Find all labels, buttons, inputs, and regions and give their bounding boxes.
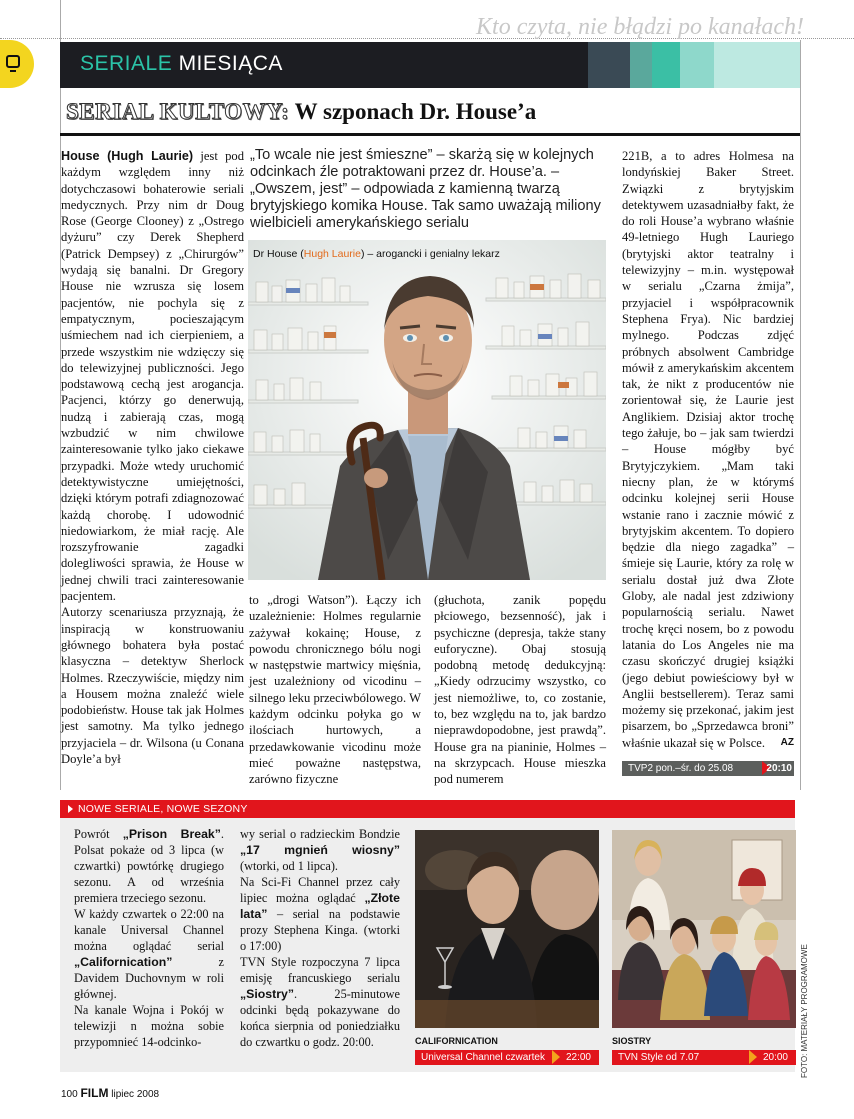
news-text: (wtorki, od 1 lipca). xyxy=(240,859,339,873)
news-column-2 xyxy=(240,826,400,1050)
color-strip-4 xyxy=(680,42,714,88)
series-title: „Prison Break” xyxy=(122,827,221,841)
headline xyxy=(66,99,536,125)
caption-pre: Dr House ( xyxy=(253,248,304,260)
series-title: „Californication” xyxy=(74,955,173,969)
page-number: 100 xyxy=(61,1089,78,1100)
magazine-name: FILM xyxy=(80,1086,109,1100)
siostry-time: 20:00 xyxy=(762,1052,788,1063)
siostry-channel: TVN Style od 7.07 xyxy=(618,1052,700,1063)
caption-post: ) – arogancki i genialny lekarz xyxy=(360,248,500,260)
article-col1-para1: jest pod każdym względem inny niż dotychczasowi bohaterowie seriali medycznych. Przy nim dr Doug Rose (George Clooney) z „Ostrego dyżuru” czy Derek Shepherd (Patrick Dempsey) z „Chirurgów” wydają się banalni. Dr Gregory House nie wzrusza się losem pacjentów, nie pochyla się z empatycznym, pocieszającym uśmiechem nad ich cierpieniem, a przede wszystkim nie wdzięczy się do telewizyjnej publiczności. Jego podstawową cechą jest arogancja. Pacjenci, którzy go denerwują, nudzą i zabierają czas, mogą wzbudzić w nim chwilowe zainteresowanie tylko jako ciekawe przypadki. Może wtedy uruchomić detektywistyczne umiejętności, dzięki którym potrafi zdiagnozować każdą chorobę. I udowodnić niedowiarkom, że miał rację. Ale rozszyfrowanie zagadki dolegliwości sprawia, że House w jednej chwili traci zainteresowanie pacjentem. xyxy=(61,149,244,604)
siostry-photo xyxy=(612,830,796,1028)
broadcast-info xyxy=(622,761,794,776)
header-tagline: Kto czyta, nie błądzi po kanałach! xyxy=(476,14,804,40)
californication-channel: Universal Channel czwartek xyxy=(421,1052,545,1063)
color-strip-2 xyxy=(630,42,652,88)
article-lead: House (Hugh Laurie) xyxy=(61,149,194,163)
news-text: . 25-minutowe odcinki będą pokazywane do końca sierpnia od poniedziałku do czwartku o godz. 20:00. xyxy=(240,987,400,1049)
headline-kicker: SERIAL KULTOWY: xyxy=(66,99,290,124)
californication-slot xyxy=(415,1050,599,1065)
news-text: Na kanale Wojna i Pokój w telewizji n można sobie przypomnieć 14-odcinko- xyxy=(74,1003,224,1049)
news-text: – serial na podstawie prozy Stephena Kinga. (wtorki o 17:00) xyxy=(240,907,400,953)
page-footer xyxy=(61,1086,159,1100)
article-column-3: to „drogi Watson”). Łączy ich uzależnienie: Holmes regularnie zażywał kokainę; House, z powodu chronicznego bólu nogi w następstwie martwicy mięśnia, jest uzależniony od vicodinu – silnego leku przeciwbólowego. W każdym odcinku połyka go w ilościach hurtowych, a przedawkowanie vicodinu może mieć poważne następstwa, zarówno fizyczne xyxy=(249,593,421,787)
tv-icon xyxy=(6,55,20,68)
issue-date: lipiec 2008 xyxy=(111,1089,160,1100)
series-title: „17 mgnień wiosny” xyxy=(240,843,400,857)
news-box-title: NOWE SERIALE, NOWE SEZONY xyxy=(78,803,248,815)
house-photo xyxy=(248,240,606,580)
color-strip-1 xyxy=(588,42,630,88)
news-text: Powrót xyxy=(74,827,123,841)
news-text: . Polsat pokaże od 3 lipca (w czwartki) powtórkę drugiego sezonu. A od września premiera trzeciego sezonu. xyxy=(74,827,224,905)
news-text: wy serial o radzieckim Bondzie xyxy=(240,827,400,841)
color-strip-3 xyxy=(652,42,680,88)
news-text: Na Sci-Fi Channel przez cały lipiec można oglądać xyxy=(240,875,400,905)
headline-title: W szponach Dr. House’a xyxy=(294,99,537,124)
siostry-slot xyxy=(612,1050,796,1065)
caption-highlight: Hugh Laurie xyxy=(303,248,361,260)
section-title xyxy=(80,52,283,76)
article-column-4: (głuchota, zanik popędu płciowego, bezsenność), jak i psychiczne (depresja, także stany euforyczne). Obaj stosują podobną metodę dedukcyjną: „Kiedy odrzucimy wszystko, co jest niemożliwe, to, co zostanie, to, bez względu na to, jak bardzo nieprawdopodobne, jest prawdą”. House gra na pianinie, Holmes – na skrzypcach. House mieszka pod numerem xyxy=(434,593,606,787)
headline-block xyxy=(60,96,800,136)
house-photo-illustration xyxy=(248,240,606,580)
photo-caption xyxy=(253,248,500,261)
section-title-word2: MIESIĄCA xyxy=(178,52,283,75)
broadcast-time: 20:10 xyxy=(766,763,792,774)
color-strip-5 xyxy=(714,42,800,88)
news-text: W każdy czwartek o 22:00 na kanale Universal Channel można oglądać serial xyxy=(74,907,224,953)
californication-time: 22:00 xyxy=(565,1052,591,1063)
californication-illustration xyxy=(415,830,599,1028)
section-title-word1: SERIALE xyxy=(80,52,173,75)
article-column-1 xyxy=(61,148,244,767)
author-initials: AZ xyxy=(780,736,794,748)
article-col1-para2: Autorzy scenariusza przyznają, że inspiracją w konstruowaniu głównego bohatera była postać klasyczna – detektyw Sherlock Holmes. Rzeczywiście, między nim a Housem można znaleźć wiele podobieństw. House tak jak Holmes jest samotny. Ma tylko jednego przyjaciela – dr. Wilsona (u Conana Doyle’a był xyxy=(61,605,244,766)
right-column-rule xyxy=(800,40,801,790)
news-column-1 xyxy=(74,826,224,1050)
triangle-right-icon xyxy=(68,805,73,813)
news-text: z Davidem Duchovnym w roli głównej. xyxy=(74,955,224,1001)
section-header-bar xyxy=(60,42,800,88)
californication-photo xyxy=(415,830,599,1028)
article-col5-text: 221B, a to adres Holmesa na londyńskiej Baker Street. Związki z brytyjskim detektywem uzasadniałby fakt, że do roli House’a wybrano właśnie 49-letniego Hugh Lauriego (brytyjski aktor teatralny i telewizyjny – m.in. występował w serialu „Czarna żmija”, przyjaciel i współpracownik Stephena Frya). Nic bardziej mylnego. Podczas zdjęć próbnych absolwent Cambridge mówił z amerykańskim akcentem tak, że nikt z producentów nie zorientował się, że Laurie jest Anglikiem. Dzisiaj aktor trochę tego żałuje, bo – jak sam twierdzi – House mógłby być Brytyjczykiem. „Mam taki niecny plan, że w którymś odcinku kolejnej serii House wstanie rano i zacznie mówić z brytyjskim akcentem. To dopiero będzie dla niego zagadka” – śmieje się Laurie, który za rolę w serialu dostał już dwa Złote Globy, ale nadal jest zdziwiony popularnością serialu. Nawet trochę kręci nosem, bo z powodu latania do Los Angeles nie ma czasu skończyć drugiej książki (jego debiut powieściowy był w Anglii bestsellerem). Teraz sami możemy się przekonać, jakim jest pisarzem, bo „Sprzedawca broni” właśnie ukazał się w Polsce. xyxy=(622,149,794,750)
news-box-header xyxy=(60,800,795,818)
californication-title: CALIFORNICATION xyxy=(415,1036,498,1046)
siostry-illustration xyxy=(612,830,796,1028)
series-title: „Złote lata” xyxy=(240,891,400,921)
series-title: „Siostry” xyxy=(240,987,294,1001)
article-column-5 xyxy=(622,148,794,751)
photo-credit: FOTO: MATERIAŁY PROGRAMOWE xyxy=(800,944,809,1078)
pull-quote: „To wcale nie jest śmieszne” – skarżą się w kolejnych odcinkach źle potraktowani przez dr. House’a. – „Owszem, jest” – odpowiada z kamienną twarzą brytyjskiego komika House. Tak samo uważają miliony wielbicieli amerykańskiego serialu xyxy=(250,147,601,231)
broadcast-channel: TVP2 pon.–śr. do 25.08 xyxy=(628,763,734,774)
siostry-title: SIOSTRY xyxy=(612,1036,652,1046)
section-tab xyxy=(0,40,34,88)
news-text: TVN Style rozpoczyna 7 lipca emisję francuskiego serialu xyxy=(240,955,400,985)
arrow-right-icon xyxy=(552,1050,560,1064)
arrow-right-icon xyxy=(749,1050,757,1064)
